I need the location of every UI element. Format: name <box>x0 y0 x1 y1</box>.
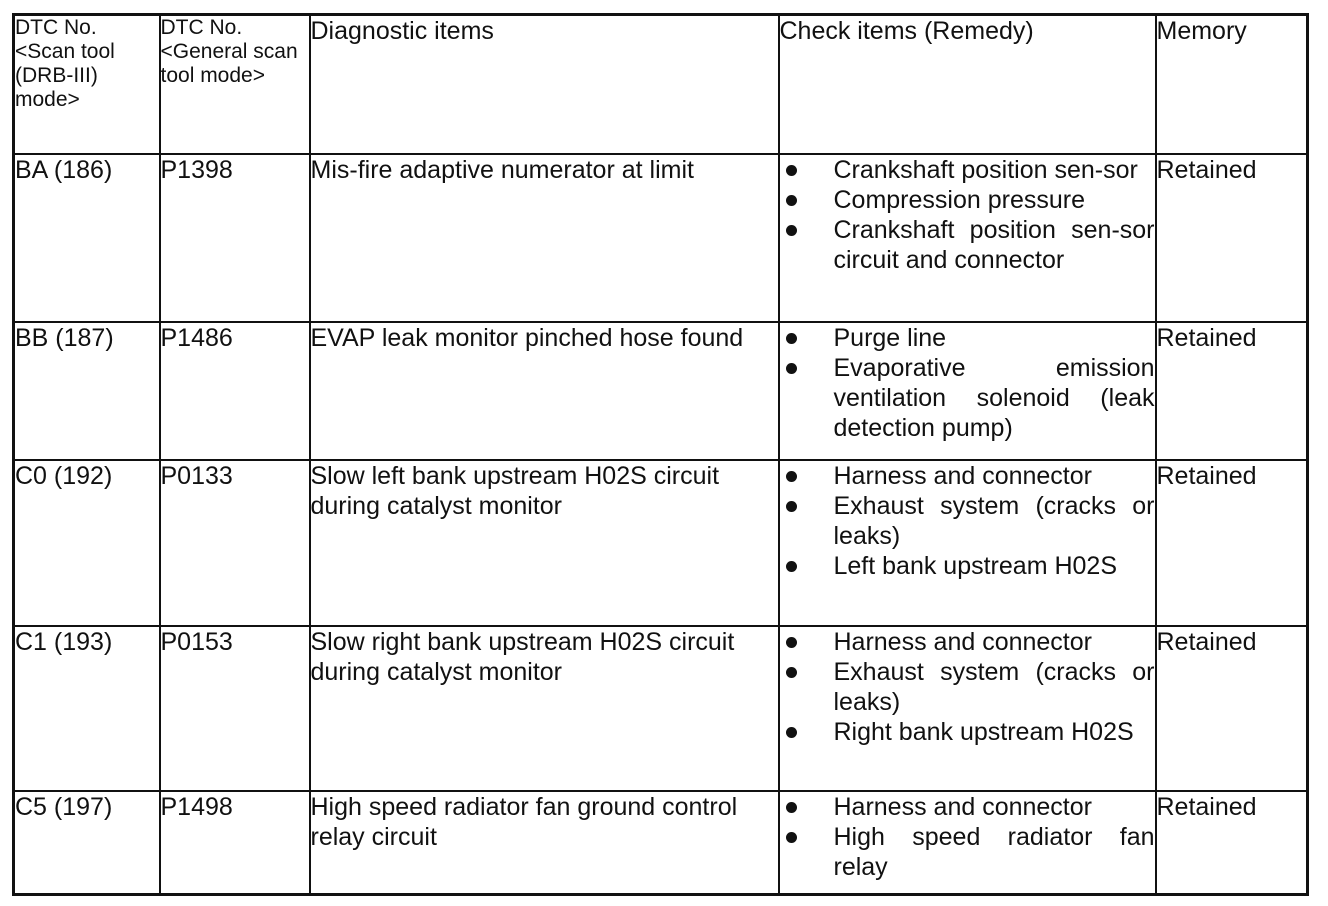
dtc-general-code: P0133 <box>160 460 310 626</box>
bullet-icon <box>780 353 834 383</box>
check-items <box>779 460 1156 626</box>
bullet-icon <box>780 461 834 491</box>
table-row <box>14 626 1308 791</box>
bullet-icon <box>780 155 834 185</box>
memory-value: Retained <box>1156 626 1308 791</box>
bullet-icon <box>780 657 834 687</box>
header-dtc-general-scan-tool: DTC No. <General scan tool mode> <box>160 15 310 154</box>
memory-value: Retained <box>1156 791 1308 895</box>
diagnostic-item: Slow right bank upstream H02S circuit during catalyst monitor <box>310 626 779 791</box>
check-item: Harness and connector <box>780 627 1155 657</box>
bullet-icon <box>780 491 834 521</box>
check-items <box>779 322 1156 460</box>
check-item: High speed radiator fan relay <box>780 822 1155 882</box>
check-list <box>780 323 1155 443</box>
dtc-general-code: P1498 <box>160 791 310 895</box>
table-header-row <box>14 15 1308 154</box>
check-items <box>779 626 1156 791</box>
table-row <box>14 791 1308 895</box>
memory-value: Retained <box>1156 322 1308 460</box>
memory-value: Retained <box>1156 154 1308 322</box>
check-items <box>779 154 1156 322</box>
bullet-icon <box>780 323 834 353</box>
check-item: Evaporative emission ventilation solenoid (leak detection pump) <box>780 353 1155 443</box>
check-list <box>780 627 1155 747</box>
bullet-icon <box>780 792 834 822</box>
bullet-icon <box>780 551 834 581</box>
check-item: Harness and connector <box>780 792 1155 822</box>
memory-value: Retained <box>1156 460 1308 626</box>
dtc-table <box>12 13 1309 896</box>
dtc-general-code: P1486 <box>160 322 310 460</box>
check-item: Crankshaft position sen-sor <box>780 155 1155 185</box>
header-dtc-scan-tool: DTC No. <Scan tool (DRB-III) mode> <box>14 15 160 154</box>
dtc-scan-code: C5 (197) <box>14 791 160 895</box>
bullet-icon <box>780 185 834 215</box>
check-list <box>780 792 1155 882</box>
check-item: Right bank upstream H02S <box>780 717 1155 747</box>
check-list <box>780 461 1155 581</box>
diagnostic-item: High speed radiator fan ground control relay circuit <box>310 791 779 895</box>
dtc-scan-code: BB (187) <box>14 322 160 460</box>
header-diagnostic-items: Diagnostic items <box>310 15 779 154</box>
diagnostic-item: Mis-fire adaptive numerator at limit <box>310 154 779 322</box>
dtc-general-code: P1398 <box>160 154 310 322</box>
bullet-icon <box>780 717 834 747</box>
check-item: Crankshaft position sen-sor circuit and connector <box>780 215 1155 275</box>
diagnostic-item: Slow left bank upstream H02S circuit during catalyst monitor <box>310 460 779 626</box>
check-item: Purge line <box>780 323 1155 353</box>
dtc-general-code: P0153 <box>160 626 310 791</box>
check-item: Harness and connector <box>780 461 1155 491</box>
bullet-icon <box>780 822 834 852</box>
dtc-scan-code: BA (186) <box>14 154 160 322</box>
check-items <box>779 791 1156 895</box>
check-list <box>780 155 1155 275</box>
table-row <box>14 460 1308 626</box>
check-item: Compression pressure <box>780 185 1155 215</box>
dtc-scan-code: C1 (193) <box>14 626 160 791</box>
check-item: Left bank upstream H02S <box>780 551 1155 581</box>
table-row <box>14 322 1308 460</box>
header-check-items: Check items (Remedy) <box>779 15 1156 154</box>
dtc-scan-code: C0 (192) <box>14 460 160 626</box>
bullet-icon <box>780 627 834 657</box>
check-item: Exhaust system (cracks or leaks) <box>780 657 1155 717</box>
header-memory: Memory <box>1156 15 1308 154</box>
bullet-icon <box>780 215 834 245</box>
diagnostic-item: EVAP leak monitor pinched hose found <box>310 322 779 460</box>
check-item: Exhaust system (cracks or leaks) <box>780 491 1155 551</box>
table-row <box>14 154 1308 322</box>
